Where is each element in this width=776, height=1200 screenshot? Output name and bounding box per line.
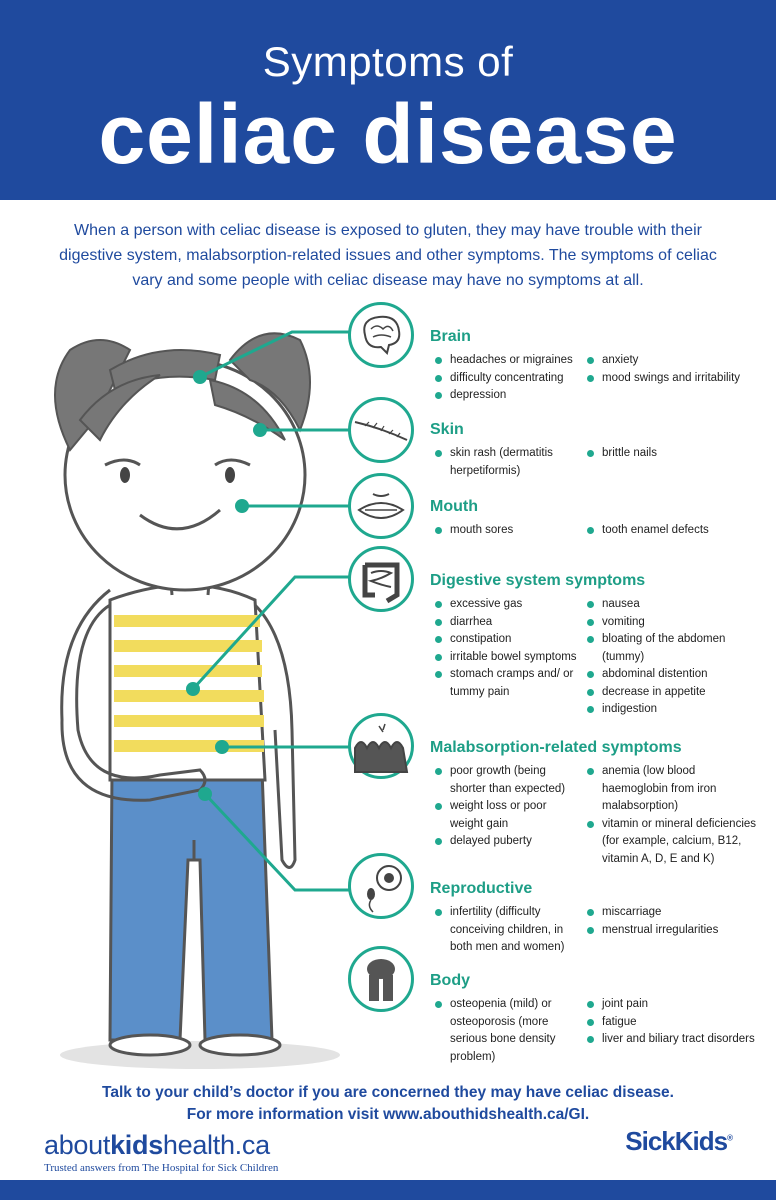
logo-wordmark: aboutkidshealth.ca bbox=[44, 1130, 270, 1160]
section-title: Malabsorption-related symptoms bbox=[430, 739, 682, 756]
footer-line-1: Talk to your child’s doctor if you are concerned they may have celiac disease. bbox=[102, 1084, 674, 1101]
list-item: tooth enamel defects bbox=[582, 522, 760, 540]
title-line-2: celiac disease bbox=[98, 87, 678, 181]
brain-icon bbox=[348, 302, 414, 368]
list-item: anxiety bbox=[582, 352, 760, 370]
skeleton-icon bbox=[348, 946, 414, 1012]
list-item: diarrhea bbox=[430, 614, 582, 632]
title-line-1: Symptoms of bbox=[262, 38, 514, 85]
egg-sperm-icon bbox=[348, 853, 414, 919]
list-item: mouth sores bbox=[430, 522, 582, 540]
section-skin bbox=[430, 421, 760, 480]
list-item: abdominal distention bbox=[582, 666, 760, 684]
list-item: osteopenia (mild) or osteoporosis (more serious bone density problem) bbox=[430, 996, 582, 1066]
left-shoe bbox=[110, 1035, 190, 1055]
section-title: Mouth bbox=[430, 498, 478, 515]
list-item: depression bbox=[430, 387, 582, 405]
aboutkidshealth-logo bbox=[44, 1130, 278, 1174]
list-item: excessive gas bbox=[430, 596, 582, 614]
list-item: headaches or migraines bbox=[430, 352, 582, 370]
right-shoe bbox=[200, 1035, 280, 1055]
list-item: decrease in appetite bbox=[582, 684, 760, 702]
list-item: vomiting bbox=[582, 614, 760, 632]
section-body bbox=[430, 972, 760, 1066]
list-item: anemia (low blood haemoglobin from iron malabsorption) bbox=[582, 763, 760, 816]
list-item: fatigue bbox=[582, 1014, 760, 1032]
section-mouth bbox=[430, 498, 760, 540]
list-item: brittle nails bbox=[582, 445, 760, 463]
mouth-icon bbox=[348, 473, 414, 539]
section-title: Body bbox=[430, 972, 470, 989]
list-item: difficulty concentrating bbox=[430, 370, 582, 388]
section-title: Skin bbox=[430, 421, 464, 438]
list-item: infertility (difficulty conceiving children, in both men and women) bbox=[430, 904, 582, 957]
jeans bbox=[110, 770, 272, 1040]
list-item: stomach cramps and/ or tummy pain bbox=[430, 666, 582, 701]
list-item: delayed puberty bbox=[430, 833, 582, 851]
section-malabsorption bbox=[430, 739, 760, 868]
list-item: vitamin or mineral deficiencies (for example, calcium, B12, vitamin A, D, E and K) bbox=[582, 816, 760, 869]
villi-icon bbox=[348, 713, 414, 779]
list-item: miscarriage bbox=[582, 904, 760, 922]
section-title: Brain bbox=[430, 328, 471, 345]
section-brain bbox=[430, 328, 760, 405]
intro-paragraph: When a person with celiac disease is exposed to gluten, they may have trouble with their digestive system, malabsorption-related issues and other symptoms. The symptoms of celiac vary and some people with celiac disease may have no symptoms at all. bbox=[59, 222, 717, 289]
intestine-icon bbox=[348, 546, 414, 612]
list-item: liver and biliary tract disorders bbox=[582, 1031, 760, 1049]
list-item: skin rash (dermatitis herpetiformis) bbox=[430, 445, 582, 480]
list-item: joint pain bbox=[582, 996, 760, 1014]
list-item: weight loss or poor weight gain bbox=[430, 798, 582, 833]
section-digestive bbox=[430, 572, 760, 719]
list-item: bloating of the abdomen (tummy) bbox=[582, 631, 760, 666]
section-title: Reproductive bbox=[430, 880, 533, 897]
section-title: Digestive system symptoms bbox=[430, 572, 646, 589]
footer-line-2: For more information visit www.abouthidshealth.ca/GI. bbox=[186, 1106, 590, 1123]
list-item: constipation bbox=[430, 631, 582, 649]
footer-message bbox=[0, 1082, 776, 1126]
list-item: irritable bowel symptoms bbox=[430, 649, 582, 667]
section-reproductive bbox=[430, 880, 760, 957]
skin-icon bbox=[348, 397, 414, 463]
logo-tagline: Trusted answers from The Hospital for Sick Children bbox=[44, 1162, 279, 1174]
sickkids-logo: SickKids® bbox=[625, 1126, 732, 1156]
list-item: menstrual irregularities bbox=[582, 922, 760, 940]
list-item: poor growth (being shorter than expected) bbox=[430, 763, 582, 798]
header-banner bbox=[0, 0, 776, 200]
list-item: nausea bbox=[582, 596, 760, 614]
list-item: indigestion bbox=[582, 701, 760, 719]
bottom-bar bbox=[0, 1180, 776, 1200]
list-item: mood swings and irritability bbox=[582, 370, 760, 388]
